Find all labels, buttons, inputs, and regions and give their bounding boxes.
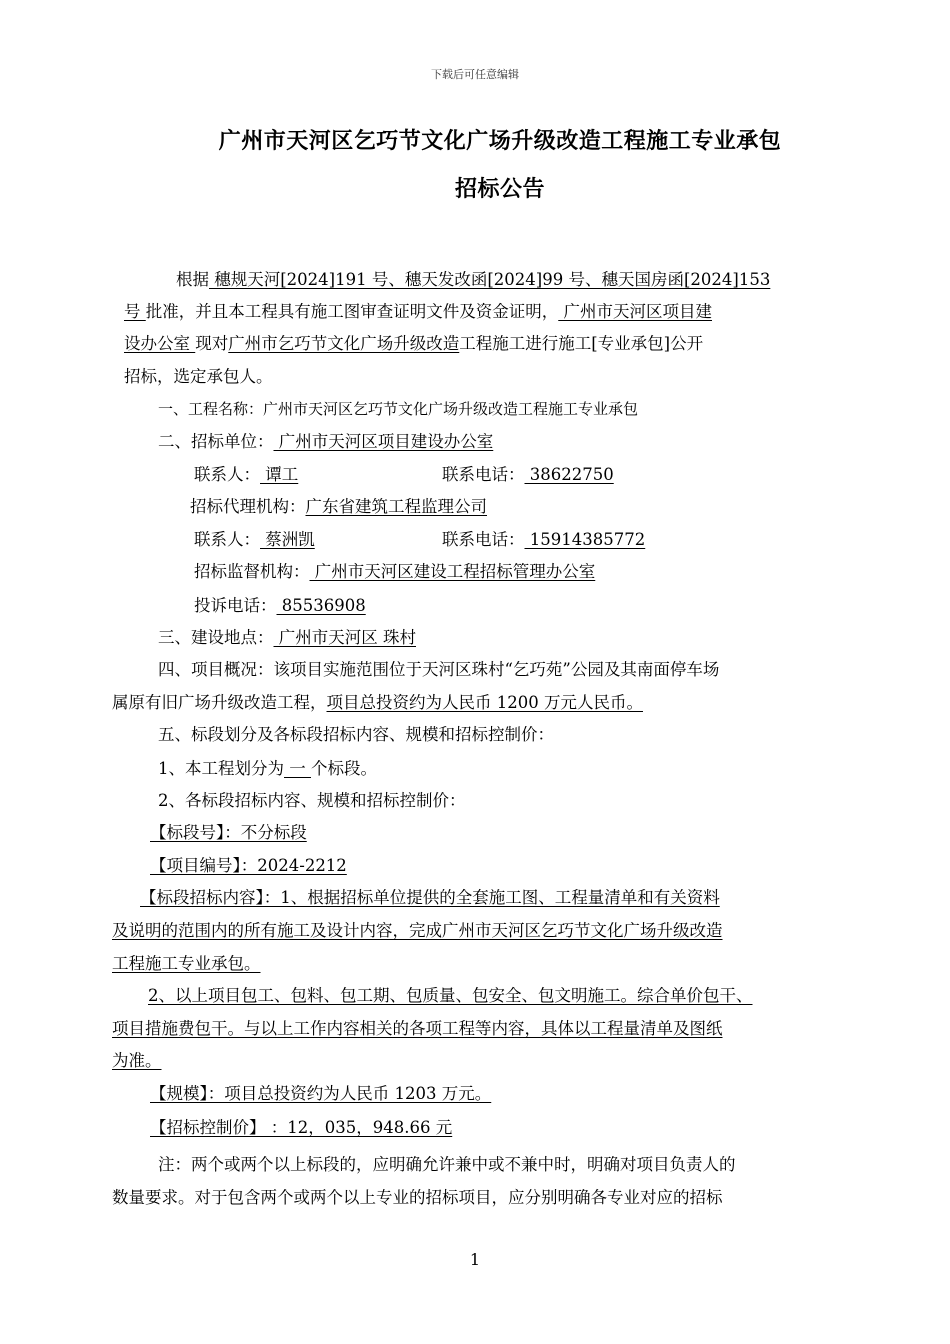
lot-count-value: 一: [284, 759, 311, 778]
location-value: 广州市天河区 珠村: [273, 628, 416, 647]
scope-line-1: 2、以上项目包工、包料、包工期、包质量、包安全、包文明施工。综合单价包干、: [148, 986, 753, 1005]
complaint-label: 投诉电话：: [194, 596, 277, 615]
agent-contact-value: 蔡洲凯: [260, 530, 315, 549]
tenderer-name-cont: 设办公室: [124, 334, 196, 353]
location-label: 三、建设地点：: [158, 628, 274, 647]
overview-line-1: 四、项目概况：该项目实施范围位于天河区珠村“乞巧苑”公园及其南面停车场: [158, 660, 720, 679]
lot-content-line-2: 及说明的范围内的所有施工及设计内容，完成广州市天河区乞巧节文化广场升级改造: [112, 921, 723, 940]
lot-count-line: [158, 755, 377, 779]
intro-text: 现对: [195, 334, 229, 353]
tenderer-label: 二、招标单位：: [158, 432, 274, 451]
agent-line: [190, 493, 487, 517]
page-subtitle: 招标公告: [454, 176, 545, 202]
note-line-1: 注：两个或两个以上标段的，应明确允许兼中或不兼中时，明确对项目负责人的: [158, 1155, 736, 1174]
scale-line: 【规模】：项目总投资约为人民币 1203 万元。: [150, 1084, 492, 1103]
intro-line-2: [124, 298, 712, 322]
scope-line-3: 为准。: [112, 1051, 162, 1070]
intro-text: 根据: [176, 270, 209, 289]
tenderer-name: 广州市天河区项目建: [558, 302, 712, 321]
lot-count-text: 个标段。: [311, 759, 377, 778]
project-name: 广州市乞巧节文化广场升级改造: [228, 334, 460, 353]
agent-value: 广东省建筑工程监理公司: [305, 497, 487, 516]
complaint-value: 85536908: [276, 596, 366, 615]
supervisor-label: 招标监督机构：: [194, 562, 310, 581]
intro-text: 工程施工进行施工[专业承包]公开: [459, 334, 704, 353]
contact-label: 联系人：: [194, 465, 260, 484]
agent-label: 招标代理机构：: [190, 497, 306, 516]
tenderer-value: 广州市天河区项目建设办公室: [273, 432, 494, 451]
phone-value: 38622750: [524, 465, 614, 484]
contact-value: 谭工: [260, 465, 299, 484]
overview-line-2: [112, 689, 643, 713]
approval-numbers-cont: 号: [124, 302, 146, 321]
agent-phone-value: 15914385772: [524, 530, 646, 549]
section-5-title: 五、标段划分及各标段招标内容、规模和招标控制价：: [158, 725, 554, 744]
project-name-line: 一、工程名称：广州市天河区乞巧节文化广场升级改造工程施工专业承包: [158, 400, 639, 418]
intro-line-4: 招标，选定承包人。: [124, 367, 273, 386]
agent-contact-line: [194, 526, 315, 550]
page-title: 广州市天河区乞巧节文化广场升级改造工程施工专业承包: [218, 128, 782, 154]
intro-text: 批准，并且本工程具有施工图审查证明文件及资金证明，: [145, 302, 559, 321]
lot-content-line-1: 【标段招标内容】：1、根据招标单位提供的全套施工图、工程量清单和有关资料: [140, 888, 720, 907]
control-price-line: 【招标控制价】 ：12，035，948.66 元: [150, 1118, 453, 1137]
investment-amount: 项目总投资约为人民币 1200 万元人民币。: [326, 693, 643, 712]
phone-line: [442, 461, 614, 485]
lot-content-line-3: 工程施工专业承包。: [112, 954, 261, 973]
intro-line-3: [124, 330, 703, 354]
lot-content-heading: 2、各标段招标内容、规模和招标控制价：: [158, 791, 466, 810]
page-number: 1: [469, 1250, 481, 1269]
tenderer-line: [158, 428, 493, 452]
supervisor-value: 广州市天河区建设工程招标管理办公室: [309, 562, 596, 581]
phone-label: 联系电话：: [442, 465, 525, 484]
agent-phone-line: [442, 526, 645, 550]
note-line-2: 数量要求。对于包含两个或两个以上专业的招标项目，应分别明确各专业对应的招标: [112, 1188, 723, 1207]
complaint-line: [194, 592, 366, 616]
contact-line: [194, 461, 298, 485]
section-number: 【标段号】：不分标段: [150, 823, 307, 842]
supervisor-line: [194, 558, 595, 582]
agent-phone-label: 联系电话：: [442, 530, 525, 549]
agent-contact-label: 联系人：: [194, 530, 260, 549]
page-header: 下载后可任意编辑: [431, 68, 519, 81]
project-number: 【项目编号】：2024-2212: [150, 856, 347, 875]
lot-count-text: 1、本工程划分为: [158, 759, 284, 778]
approval-numbers: 穗规天河[2024]191 号、穗天发改函[2024]99 号、穗天国房函[2024]153: [209, 270, 771, 289]
scope-line-2: 项目措施费包干。与以上工作内容相关的各项工程等内容，具体以工程量清单及图纸: [112, 1019, 723, 1038]
overview-text: 属原有旧广场升级改造工程，: [112, 693, 327, 712]
intro-line-1: [176, 266, 770, 290]
location-line: [158, 624, 416, 648]
